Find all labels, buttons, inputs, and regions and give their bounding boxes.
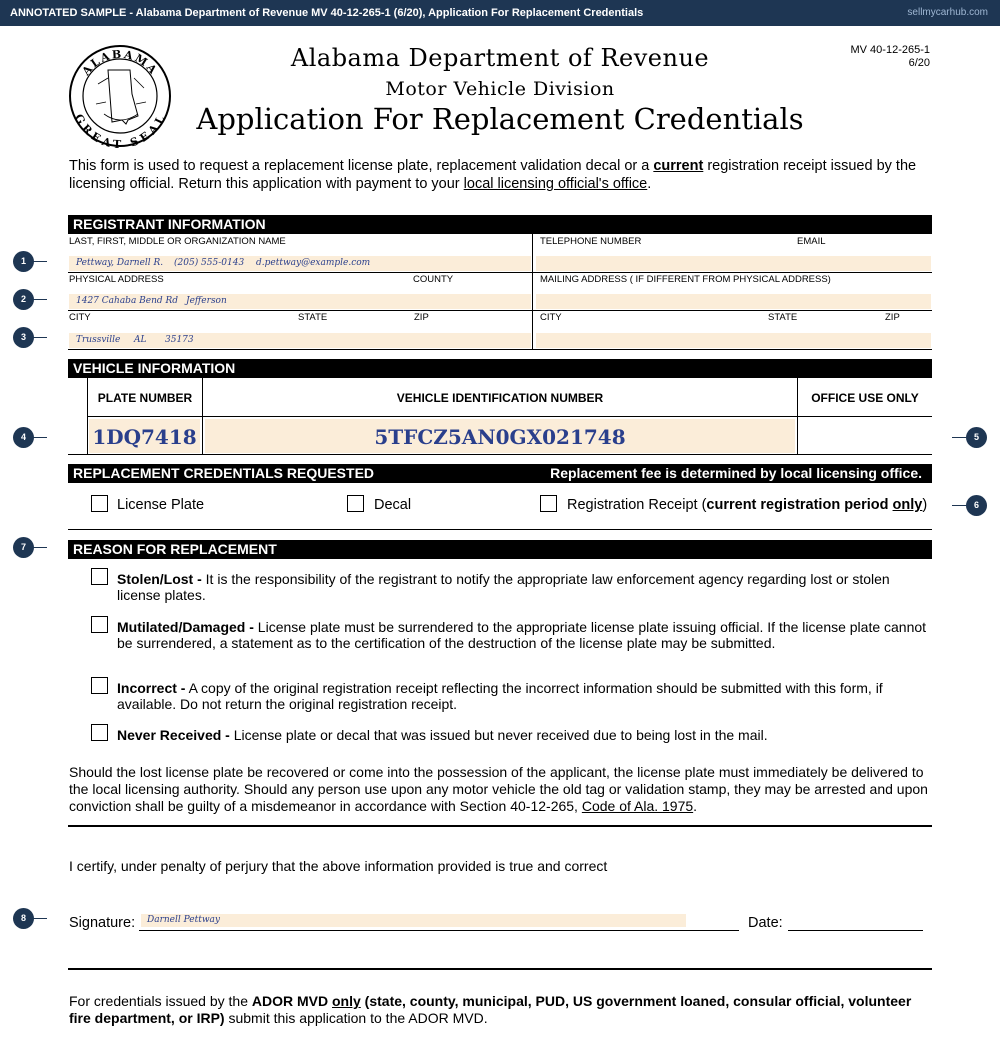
stolen-lost-text: [117, 571, 932, 603]
vehicle-section-header: [68, 359, 932, 378]
banner-site-link[interactable]: sellmycarhub.com: [907, 7, 988, 18]
state-label: STATE: [298, 312, 328, 323]
receipt-label-only: only: [892, 497, 923, 513]
office-use-label: OFFICE USE ONLY: [811, 391, 919, 405]
telephone-email-field[interactable]: [536, 256, 931, 271]
footer-part-1: For credentials issued by the: [69, 993, 252, 1009]
form-number-code: MV 40-12-265-1: [850, 44, 930, 56]
registrant-section-title: REGISTRANT INFORMATION: [73, 216, 266, 232]
mailing-city-field[interactable]: [536, 333, 931, 348]
mutilated-damaged-text: [117, 619, 932, 651]
license-plate-checkbox[interactable]: [91, 495, 108, 512]
notice-divider: [68, 825, 932, 827]
mailing-address-label: MAILING ADDRESS ( IF DIFFERENT FROM PHYSICAL ADDRESS): [540, 274, 831, 285]
vin-value: 5TFCZ5AN0GX021748: [374, 425, 626, 449]
never-received-checkbox[interactable]: [91, 724, 108, 741]
incorrect-description: A copy of the original registration receipt reflecting the incorrect information should be submitted with this form, if available. Do not return the original registration receipt.: [117, 680, 883, 712]
decal-checkbox[interactable]: [347, 495, 364, 512]
row-line-1: [68, 272, 932, 273]
plate-number-value: 1DQ7418: [92, 425, 197, 449]
city-value: Trussville: [76, 335, 121, 345]
name-label: LAST, FIRST, MIDDLE OR ORGANIZATION NAME: [69, 236, 286, 247]
annotation-marker-5-line: [952, 437, 966, 438]
signature-line: [139, 930, 739, 931]
mutilated-damaged-description: License plate must be surrendered to the appropriate license plate issuing official. If the license plate cannot be surrendered, a statement as to the certification of the destruction of the license plate may be submitted.: [117, 619, 927, 651]
plate-number-field[interactable]: [89, 419, 200, 453]
vehicle-section-title: VEHICLE INFORMATION: [73, 360, 236, 376]
physical-address-value: 1427 Cahaba Bend Rd: [76, 296, 179, 306]
intro-current: current: [653, 158, 704, 174]
date-label: Date:: [748, 915, 783, 931]
county-value: Jefferson: [186, 296, 227, 306]
annotation-marker-4-line: [33, 437, 47, 438]
receipt-label-bold: current registration period: [706, 497, 893, 513]
intro-text: [69, 157, 939, 193]
mailing-address-field[interactable]: [536, 294, 931, 309]
registration-receipt-option-label: [567, 497, 927, 513]
incorrect-title: Incorrect -: [117, 680, 186, 696]
plate-number-label: PLATE NUMBER: [97, 391, 193, 405]
credentials-section-header: [68, 464, 932, 483]
annotation-marker-6: 6: [966, 495, 987, 516]
annotation-marker-6-line: [952, 505, 966, 506]
recovered-plate-notice: [69, 764, 931, 815]
mutilated-damaged-title: Mutilated/Damaged -: [117, 619, 254, 635]
code-of-alabama-reference: Code of Ala. 1975: [581, 798, 694, 814]
credentials-bottom-line: [68, 529, 932, 530]
incorrect-checkbox[interactable]: [91, 677, 108, 694]
annotation-marker-4: 4: [13, 427, 34, 448]
never-received-description: License plate or decal that was issued but never received due to being lost in the mail.: [229, 727, 768, 743]
mailing-zip-label: ZIP: [885, 312, 900, 323]
annotation-marker-2: 2: [13, 289, 34, 310]
annotation-marker-8: 8: [13, 908, 34, 929]
signature-label: Signature:: [69, 915, 136, 931]
ador-mvd-instructions: [69, 993, 931, 1027]
telephone-label: TELEPHONE NUMBER: [540, 236, 642, 247]
annotation-marker-1: 1: [13, 251, 34, 272]
receipt-label-pre: Registration Receipt (: [567, 497, 707, 513]
credentials-section-title: REPLACEMENT CREDENTIALS REQUESTED: [73, 465, 375, 481]
certification-divider: [68, 968, 932, 970]
footer-only: only: [332, 993, 361, 1009]
vehicle-header-line: [87, 416, 932, 417]
annotation-marker-8-line: [33, 918, 47, 919]
licensing-office-link[interactable]: local licensing official's office: [463, 176, 648, 192]
name-value: Pettway, Darnell R.: [76, 258, 164, 268]
footer-ador-mvd: ADOR MVD: [251, 993, 332, 1009]
annotation-marker-7-line: [33, 547, 47, 548]
notice-text: Should the lost license plate be recovered or come into the possession of the applicant, the license plate must immediately be delivered to the local licensing authority. Should any person use upon any motor vehicle the old tag or validation stamp, they may be arrested and upon conviction shall be guilty of a misdemeanor in accordance with Section 40-12-265,: [69, 764, 928, 814]
intro-part-3: .: [647, 176, 652, 192]
email-value: d.pettway@example.com: [256, 258, 371, 268]
stolen-lost-description: It is the responsibility of the registrant to notify the appropriate law enforcement agency regarding lost or stolen license plates.: [117, 571, 890, 603]
physical-address-label: PHYSICAL ADDRESS: [69, 274, 164, 285]
decal-option-label: Decal: [374, 497, 412, 513]
intro-part-2: registration receipt issued by the licensing official. Return this application with payment to your: [69, 158, 917, 192]
seal-top-text: ALABAMA: [79, 47, 161, 78]
annotation-marker-3-line: [33, 337, 47, 338]
seal-bottom-text: GREAT SEAL: [71, 111, 169, 148]
department-heading: Alabama Department of Revenue: [290, 44, 710, 72]
form-number: [851, 44, 931, 70]
annotation-marker-7: 7: [13, 537, 34, 558]
reason-section-header: [68, 540, 932, 559]
form-title: Application For Replacement Credentials: [196, 102, 804, 136]
footer-part-2: submit this application to the ADOR MVD.: [224, 1010, 488, 1026]
mutilated-damaged-checkbox[interactable]: [91, 616, 108, 633]
registrant-divider: [532, 234, 533, 350]
row-line-2: [68, 310, 932, 311]
annotation-marker-5: 5: [966, 427, 987, 448]
city-label: CITY: [69, 312, 91, 323]
signature-value: Darnell Pettway: [147, 915, 220, 925]
annotation-marker-3: 3: [13, 327, 34, 348]
stolen-lost-checkbox[interactable]: [91, 568, 108, 585]
mailing-state-label: STATE: [768, 312, 798, 323]
notice-end: .: [693, 798, 698, 814]
never-received-text: [117, 727, 932, 743]
intro-part-1: This form is used to request a replacement license plate, replacement validation decal or a: [69, 158, 654, 174]
annotation-marker-2-line: [33, 299, 47, 300]
state-value: AL: [134, 335, 147, 345]
footer-credential-types: (state, county, municipal, PUD, US government loaned, consular official, volunteer fire department, or IRP): [69, 993, 912, 1026]
county-label: COUNTY: [413, 274, 454, 285]
name-field[interactable]: [69, 256, 531, 271]
annotation-banner: [0, 0, 1000, 26]
stolen-lost-title: Stolen/Lost -: [117, 571, 202, 587]
fee-note: Replacement fee is determined by local licensing office.: [550, 465, 922, 481]
date-field[interactable]: [788, 930, 923, 931]
certification-statement: I certify, under penalty of perjury that the above information provided is true and correct: [69, 858, 608, 874]
division-heading: Motor Vehicle Division: [385, 78, 615, 100]
row-line-3: [68, 349, 932, 350]
telephone-value: (205) 555-0143: [174, 258, 245, 268]
form-number-date: 6/20: [908, 57, 930, 69]
email-label: EMAIL: [797, 236, 826, 247]
incorrect-text: [117, 680, 932, 712]
registrant-section-header: [68, 215, 932, 234]
banner-title: ANNOTATED SAMPLE - Alabama Department of Revenue MV 40-12-265-1 (6/20), Application For Replacement Credentials: [10, 7, 644, 19]
zip-label: ZIP: [414, 312, 429, 323]
receipt-label-post: ): [922, 497, 928, 513]
vin-label: VEHICLE IDENTIFICATION NUMBER: [396, 391, 604, 405]
registration-receipt-checkbox[interactable]: [540, 495, 557, 512]
annotation-marker-1-line: [33, 261, 47, 262]
vehicle-bottom-line: [68, 454, 932, 455]
license-plate-option-label: License Plate: [117, 497, 205, 513]
physical-address-field[interactable]: [69, 294, 531, 309]
zip-value: 35173: [165, 335, 194, 345]
never-received-title: Never Received -: [117, 727, 230, 743]
vin-field[interactable]: [205, 419, 795, 453]
reason-section-title: REASON FOR REPLACEMENT: [73, 541, 277, 557]
city-state-zip-field[interactable]: [69, 333, 531, 348]
signature-field[interactable]: [141, 914, 686, 927]
mailing-city-label: CITY: [540, 312, 562, 323]
